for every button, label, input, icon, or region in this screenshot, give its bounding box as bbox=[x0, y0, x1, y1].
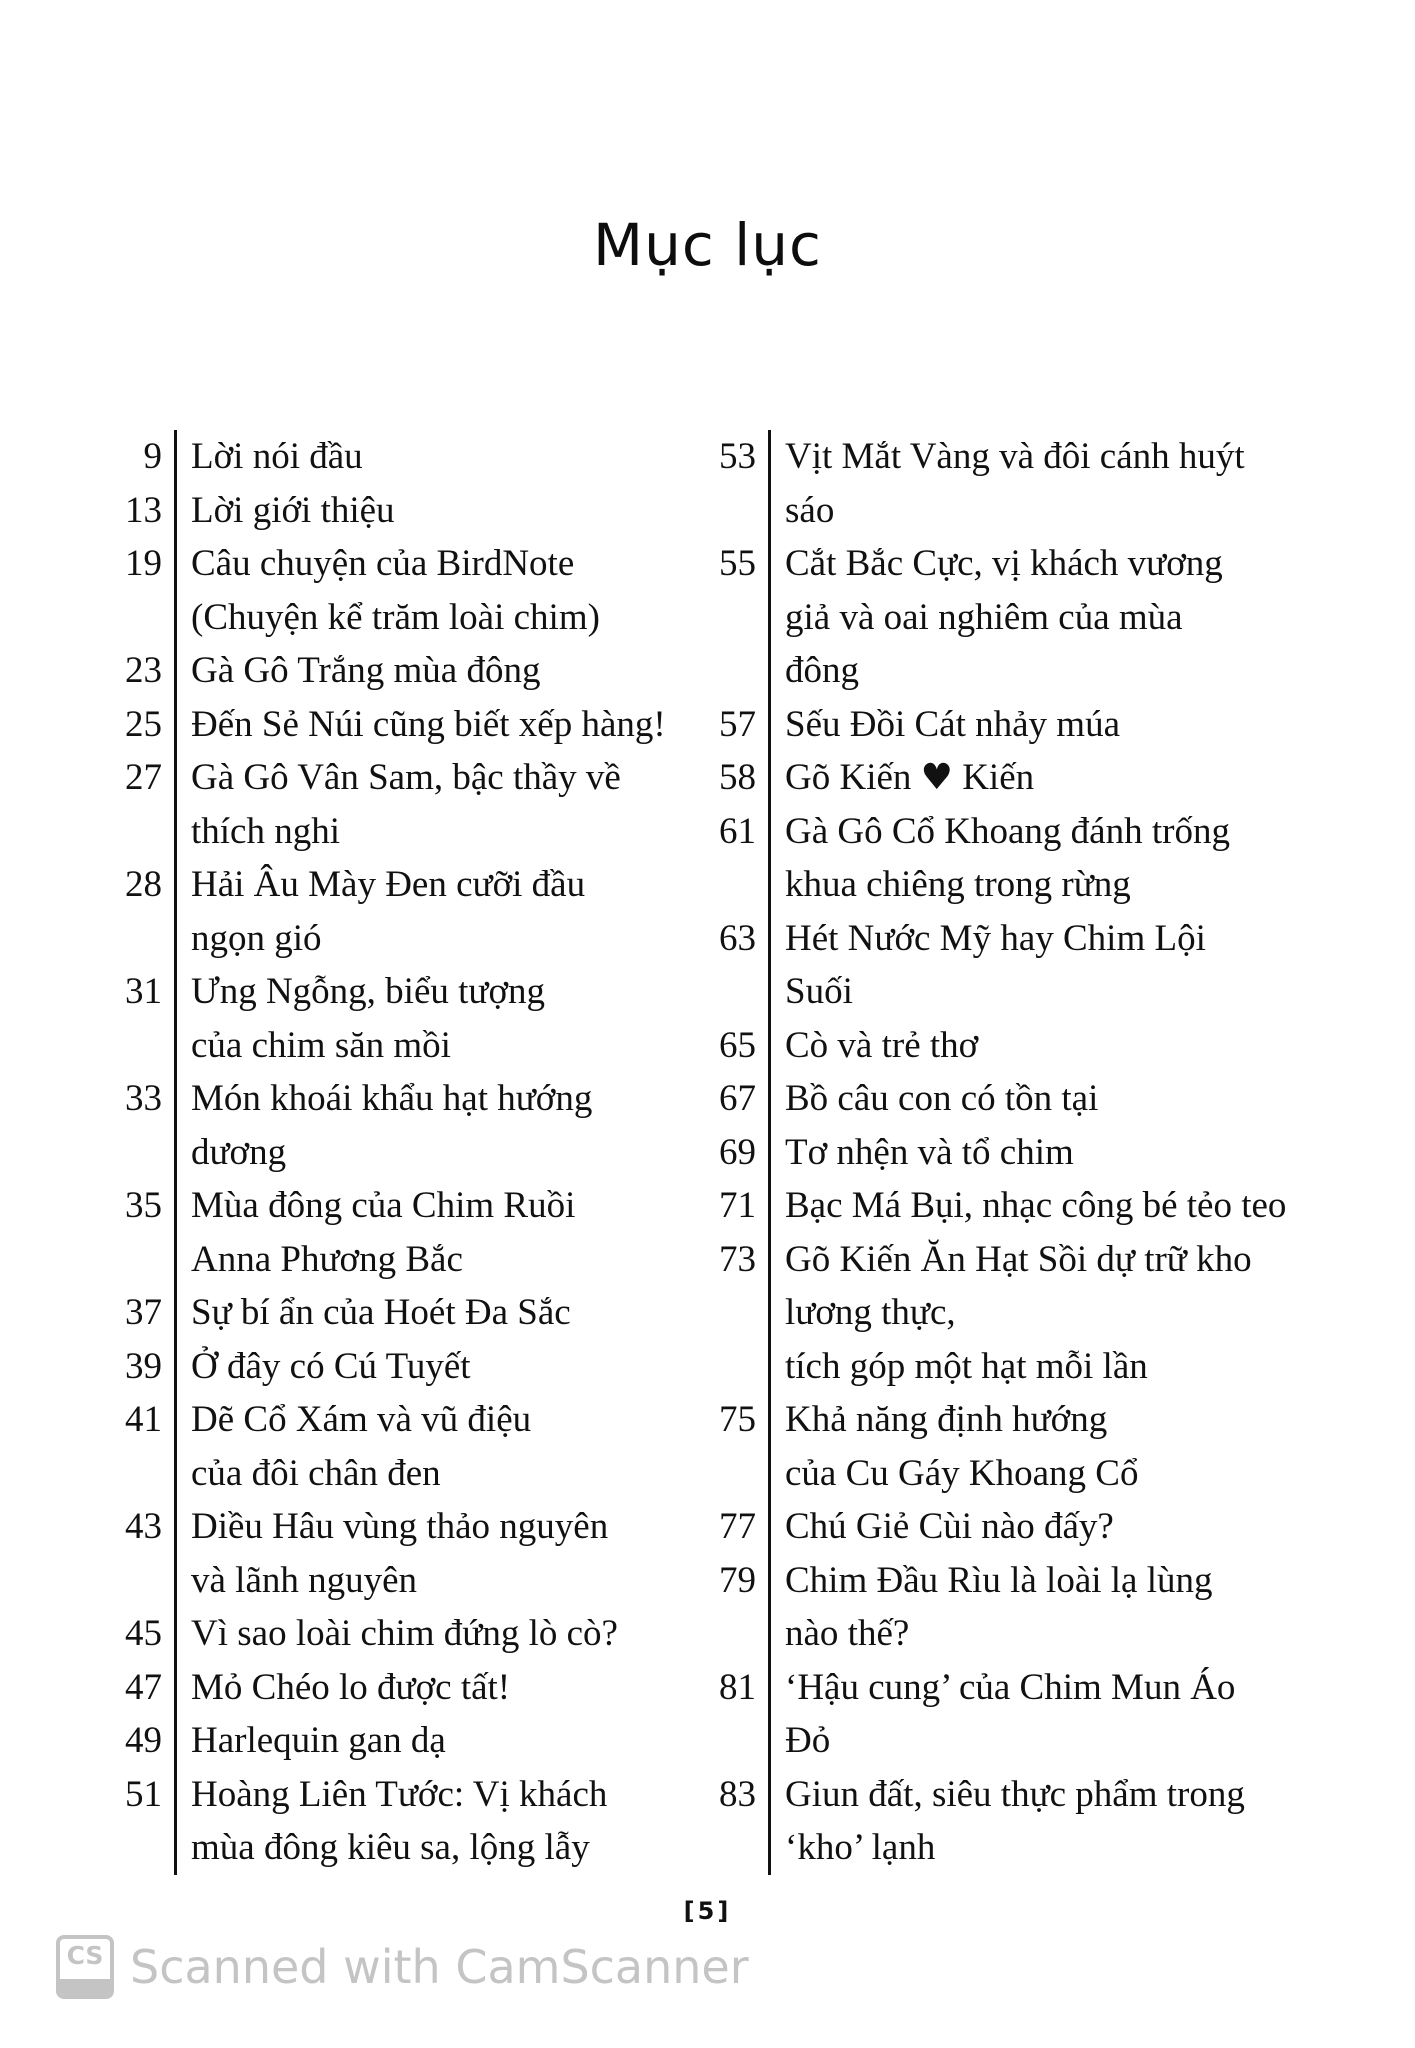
toc-title-line: đông bbox=[785, 650, 859, 691]
toc-entry bbox=[700, 1019, 1340, 1073]
camscanner-watermark bbox=[56, 1935, 749, 1999]
toc-entry-title bbox=[768, 1179, 1340, 1233]
heart-icon: ♥ bbox=[920, 757, 953, 798]
toc-title-line: Vịt Mắt Vàng và đôi cánh huýt bbox=[785, 436, 1245, 477]
toc-title-line: Cắt Bắc Cực, vị khách vương bbox=[785, 543, 1223, 584]
toc-entry bbox=[700, 698, 1340, 752]
toc-title-line: của chim săn mồi bbox=[191, 1024, 451, 1066]
toc-title-line: Mùa đông của Chim Ruồi bbox=[191, 1185, 576, 1226]
toc-page-number: 31 bbox=[125, 971, 162, 1012]
toc-title-line: Hải Âu Mày Đen cưỡi đầu bbox=[191, 864, 586, 905]
toc-entry bbox=[700, 1393, 1340, 1500]
toc-entry-title bbox=[174, 537, 700, 644]
toc-page-number: 51 bbox=[125, 1773, 162, 1815]
toc-page-number: 55 bbox=[719, 543, 756, 584]
toc-entry bbox=[100, 1661, 700, 1715]
toc-title-line: Đến Sẻ Núi cũng biết xếp hàng! bbox=[191, 703, 666, 745]
toc-title-line: Chú Giẻ Cùi nào đấy? bbox=[785, 1506, 1114, 1547]
toc-entry bbox=[100, 430, 700, 484]
toc-entry-title bbox=[768, 1019, 1340, 1073]
toc-page-number: 35 bbox=[125, 1185, 162, 1226]
toc-title-line: Sếu Đồi Cát nhảy múa bbox=[785, 703, 1121, 745]
toc-page-number: 33 bbox=[125, 1078, 162, 1119]
toc-entry bbox=[100, 484, 700, 538]
toc-entry bbox=[100, 1179, 700, 1286]
toc-left-column bbox=[100, 430, 700, 1875]
toc-entry-title bbox=[174, 751, 700, 858]
toc-page-number: 37 bbox=[125, 1292, 162, 1333]
toc-title-line: Vì sao loài chim đứng lò cò? bbox=[191, 1613, 618, 1654]
toc-title-line: sáo bbox=[785, 489, 835, 531]
toc-entry-title bbox=[174, 484, 700, 538]
toc-page-number: 63 bbox=[719, 917, 756, 959]
toc-title-line: Ở đây có Cú Tuyết bbox=[191, 1345, 471, 1387]
toc-entry bbox=[100, 858, 700, 965]
toc-entry-title bbox=[768, 751, 1340, 805]
toc-title-line: Cò và trẻ thơ bbox=[785, 1024, 979, 1066]
toc-title-line: Suối bbox=[785, 971, 853, 1012]
toc-title-line: dương bbox=[191, 1131, 287, 1173]
toc-title-line: Câu chuyện của BirdNote bbox=[191, 543, 575, 584]
toc-title-line: của Cu Gáy Khoang Cổ bbox=[785, 1452, 1139, 1494]
toc-page-number: 19 bbox=[125, 543, 162, 584]
toc-entry bbox=[700, 1179, 1340, 1233]
toc-entry bbox=[100, 1393, 700, 1500]
toc-title-line: Ưng Ngỗng, biểu tượng bbox=[191, 971, 546, 1012]
toc-page-number: 75 bbox=[719, 1399, 756, 1440]
toc-entry bbox=[700, 805, 1340, 912]
toc-page-number: 23 bbox=[125, 650, 162, 691]
toc-entry-title bbox=[768, 1233, 1340, 1394]
toc-title-line: ‘Hậu cung’ của Chim Mun Áo bbox=[785, 1666, 1236, 1708]
toc-entry bbox=[700, 1768, 1340, 1875]
toc-page-number: 13 bbox=[125, 489, 162, 531]
toc-page-number: 49 bbox=[125, 1720, 162, 1761]
toc-title-line: mùa đông kiêu sa, lộng lẫy bbox=[191, 1827, 590, 1868]
toc-entry-title bbox=[174, 1393, 700, 1500]
toc-page-number: 67 bbox=[719, 1078, 756, 1119]
toc-title-line: Lời giới thiệu bbox=[191, 489, 395, 531]
toc-entry-title bbox=[174, 1500, 700, 1607]
toc-page-number: 53 bbox=[719, 436, 756, 477]
toc-page-number: 39 bbox=[125, 1345, 162, 1387]
toc-title-line: Gà Gô Cổ Khoang đánh trống bbox=[785, 810, 1230, 852]
toc-page-number: 81 bbox=[719, 1666, 756, 1708]
toc-entry-title bbox=[174, 1072, 700, 1179]
toc-entry-title bbox=[174, 698, 700, 752]
toc-entry-title bbox=[768, 698, 1340, 752]
toc-title-line: Bồ câu con có tồn tại bbox=[785, 1078, 1099, 1119]
toc-title-line: Harlequin gan dạ bbox=[191, 1720, 446, 1761]
toc-page-number: 57 bbox=[719, 703, 756, 745]
toc-entry-title bbox=[768, 1393, 1340, 1500]
toc-entry bbox=[700, 1072, 1340, 1126]
toc-title-line: Hoàng Liên Tước: Vị khách bbox=[191, 1773, 608, 1815]
toc-page-number: 65 bbox=[719, 1024, 756, 1066]
toc-title-line: nào thế? bbox=[785, 1613, 910, 1654]
toc-title-line: và lãnh nguyên bbox=[191, 1559, 418, 1601]
toc-entry-title bbox=[768, 1500, 1340, 1554]
toc-entry bbox=[100, 1072, 700, 1179]
toc-entry bbox=[700, 1126, 1340, 1180]
toc-entry-title bbox=[768, 1661, 1340, 1768]
toc-title-line: Hét Nước Mỹ hay Chim Lội bbox=[785, 917, 1206, 959]
toc-title-line: Lời nói đầu bbox=[191, 436, 363, 477]
toc-entry bbox=[100, 1607, 700, 1661]
toc-title-line: Diều Hâu vùng thảo nguyên bbox=[191, 1506, 609, 1547]
toc-entry bbox=[100, 537, 700, 644]
toc-entry-title bbox=[768, 537, 1340, 698]
toc-title-line: giả và oai nghiêm của mùa bbox=[785, 596, 1183, 638]
toc-page-number: 73 bbox=[719, 1238, 756, 1280]
toc-right-column bbox=[700, 430, 1340, 1875]
page-number: [5] bbox=[683, 1897, 732, 1925]
toc-entry-title bbox=[174, 1661, 700, 1715]
toc-page-number: 61 bbox=[719, 810, 756, 852]
toc-page-number: 69 bbox=[719, 1131, 756, 1173]
watermark-text: Scanned with CamScanner bbox=[130, 1940, 749, 1994]
camscanner-logo-text: CS bbox=[66, 1941, 104, 1970]
toc-title-line: Gà Gô Trắng mùa đông bbox=[191, 650, 541, 691]
toc-page-number: 43 bbox=[125, 1506, 162, 1547]
toc-title-line: Gõ Kiến Ăn Hạt Sồi dự trữ kho bbox=[785, 1238, 1252, 1280]
toc-page-number: 58 bbox=[719, 757, 756, 798]
toc-title-line: (Chuyện kể trăm loài chim) bbox=[191, 596, 600, 638]
toc-page-number: 47 bbox=[125, 1666, 162, 1708]
toc-title-line: Gõ Kiến ♥ Kiến bbox=[785, 757, 1035, 798]
toc-title-line: Bạc Má Bụi, nhạc công bé tẻo teo bbox=[785, 1185, 1287, 1226]
toc-title-line: Đỏ bbox=[785, 1720, 831, 1761]
toc-entry-title bbox=[768, 1554, 1340, 1661]
toc-title-line: Tơ nhện và tổ chim bbox=[785, 1131, 1074, 1173]
toc-entry-title bbox=[174, 1768, 700, 1875]
toc-entry bbox=[700, 430, 1340, 537]
toc-entry bbox=[100, 1340, 700, 1394]
toc-title-line: Chim Đầu Rìu là loài lạ lùng bbox=[785, 1559, 1213, 1601]
toc-entry-title bbox=[174, 858, 700, 965]
toc-entry bbox=[700, 751, 1340, 805]
toc-page-number: 71 bbox=[719, 1185, 756, 1226]
toc-entry-title bbox=[174, 1340, 700, 1394]
toc-title-line: Khả năng định hướng bbox=[785, 1399, 1108, 1440]
toc-title-line: tích góp một hạt mỗi lần bbox=[785, 1345, 1148, 1387]
toc-title-line: ngọn gió bbox=[191, 917, 322, 959]
toc-entry bbox=[700, 1500, 1340, 1554]
toc-title-line: Dẽ Cổ Xám và vũ điệu bbox=[191, 1399, 532, 1440]
toc-entry-title bbox=[768, 1768, 1340, 1875]
toc-page-number: 79 bbox=[719, 1559, 756, 1601]
toc-entry bbox=[100, 751, 700, 858]
toc-page-number: 27 bbox=[125, 757, 162, 798]
toc-entry bbox=[100, 1714, 700, 1768]
toc-entry bbox=[700, 912, 1340, 1019]
toc-entry-title bbox=[768, 430, 1340, 537]
toc-entry-title bbox=[174, 1714, 700, 1768]
toc-title-line: Sự bí ẩn của Hoét Đa Sắc bbox=[191, 1292, 571, 1333]
toc-entry bbox=[700, 1233, 1340, 1394]
camscanner-logo-icon bbox=[56, 1935, 114, 1999]
toc-entry-title bbox=[174, 644, 700, 698]
toc-title-line: thích nghi bbox=[191, 810, 341, 852]
toc-page-number: 25 bbox=[125, 703, 162, 745]
toc-page-number: 41 bbox=[125, 1399, 162, 1440]
toc-entry-title bbox=[174, 1607, 700, 1661]
toc-entry bbox=[100, 1500, 700, 1607]
toc-entry-title bbox=[768, 1126, 1340, 1180]
toc-entry-title bbox=[174, 430, 700, 484]
toc-title-line: Mỏ Chéo lo được tất! bbox=[191, 1666, 511, 1708]
toc-page-number: 28 bbox=[125, 864, 162, 905]
toc-entry-title bbox=[768, 912, 1340, 1019]
toc-page-number: 83 bbox=[719, 1773, 756, 1815]
toc-title-line: ‘kho’ lạnh bbox=[785, 1827, 936, 1868]
toc-title-line: khua chiêng trong rừng bbox=[785, 864, 1131, 905]
toc-title-line: Món khoái khẩu hạt hướng bbox=[191, 1078, 593, 1119]
toc-title-line: Giun đất, siêu thực phẩm trong bbox=[785, 1773, 1245, 1815]
toc-title-line: Anna Phương Bắc bbox=[191, 1238, 463, 1280]
toc-entry-title bbox=[768, 1072, 1340, 1126]
toc-entry-title bbox=[174, 1179, 700, 1286]
toc-page-number: 77 bbox=[719, 1506, 756, 1547]
toc-entry bbox=[700, 1661, 1340, 1768]
toc-entry bbox=[700, 537, 1340, 698]
toc-entry bbox=[100, 644, 700, 698]
toc-title-line: lương thực, bbox=[785, 1292, 956, 1333]
toc-title-line: Gà Gô Vân Sam, bậc thầy về bbox=[191, 757, 621, 798]
camscanner-logo-bar bbox=[60, 1979, 110, 1995]
toc-page-number: 9 bbox=[143, 436, 162, 477]
toc-entry bbox=[100, 698, 700, 752]
toc-page-number: 45 bbox=[125, 1613, 162, 1654]
toc-entry bbox=[100, 1286, 700, 1340]
toc-entry bbox=[100, 965, 700, 1072]
toc-title-line: của đôi chân đen bbox=[191, 1452, 441, 1494]
toc-entry-title bbox=[174, 1286, 700, 1340]
toc-entry bbox=[700, 1554, 1340, 1661]
toc-entry-title bbox=[768, 805, 1340, 912]
page-title: Mục lục bbox=[593, 210, 822, 279]
toc-entry bbox=[100, 1768, 700, 1875]
toc-entry-title bbox=[174, 965, 700, 1072]
